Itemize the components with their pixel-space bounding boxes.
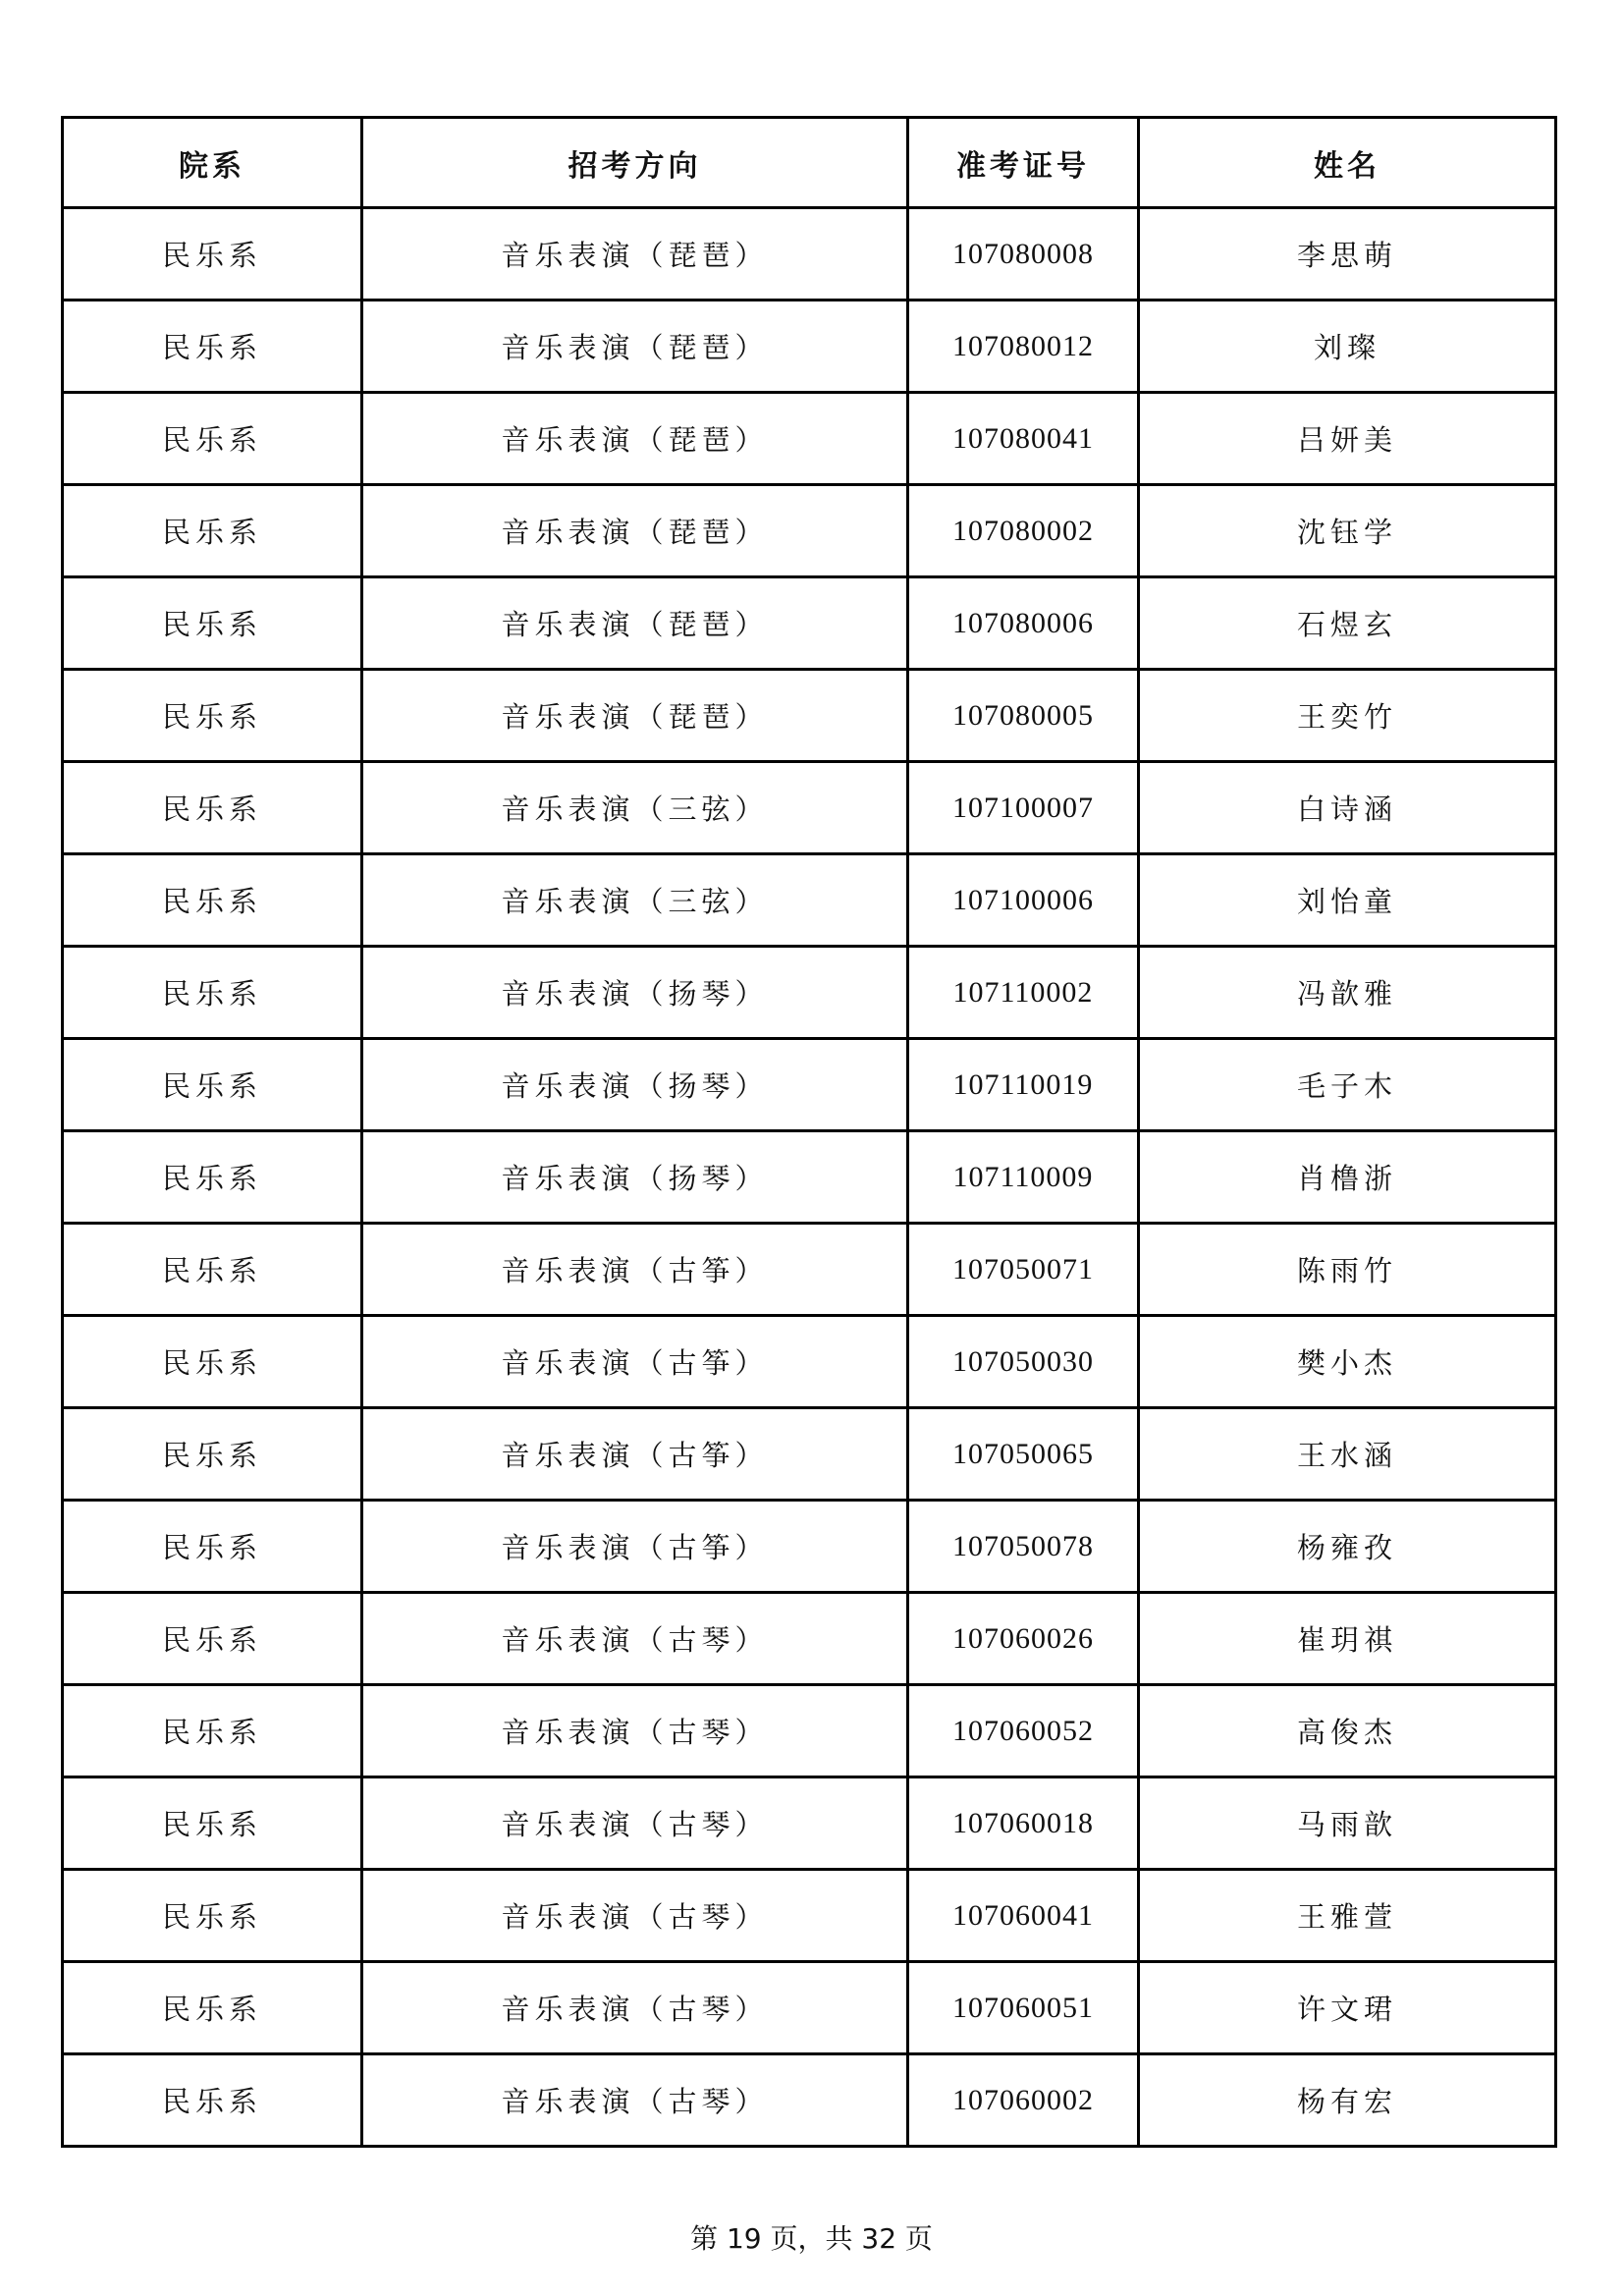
cell-major: 音乐表演（三弦） [362,762,908,854]
table-row [63,485,1556,577]
cell-major: 音乐表演（琵琶） [362,208,908,301]
cell-major: 音乐表演（三弦） [362,854,908,947]
table-row [63,1039,1556,1131]
table-row [63,1685,1556,1777]
cell-major: 音乐表演（古筝） [362,1408,908,1501]
table-row [63,2054,1556,2147]
cell-exam-id: 107060026 [908,1593,1139,1685]
cell-department: 民乐系 [63,1501,362,1593]
table-row [63,301,1556,393]
cell-name: 肖橹浙 [1139,1131,1556,1224]
cell-department: 民乐系 [63,1777,362,1870]
table-row [63,1593,1556,1685]
table-row [63,670,1556,762]
cell-exam-id: 107050071 [908,1224,1139,1316]
cell-department: 民乐系 [63,1870,362,1962]
cell-exam-id: 107110002 [908,947,1139,1039]
cell-name: 王雅萱 [1139,1870,1556,1962]
cell-department: 民乐系 [63,2054,362,2147]
cell-name: 陈雨竹 [1139,1224,1556,1316]
cell-department: 民乐系 [63,393,362,485]
cell-major: 音乐表演（扬琴） [362,947,908,1039]
cell-name: 杨有宏 [1139,2054,1556,2147]
column-header-name: 姓名 [1139,118,1556,208]
cell-department: 民乐系 [63,1962,362,2054]
table-row [63,1501,1556,1593]
cell-name: 白诗涵 [1139,762,1556,854]
table-row [63,1870,1556,1962]
cell-name: 石煜玄 [1139,577,1556,670]
cell-department: 民乐系 [63,854,362,947]
cell-name: 刘怡童 [1139,854,1556,947]
cell-exam-id: 107060018 [908,1777,1139,1870]
table-row [63,1962,1556,2054]
cell-major: 音乐表演（古筝） [362,1224,908,1316]
cell-department: 民乐系 [63,1593,362,1685]
table-row [63,1316,1556,1408]
cell-name: 冯歆雅 [1139,947,1556,1039]
cell-exam-id: 107110019 [908,1039,1139,1131]
table-row [63,854,1556,947]
table-row [63,208,1556,301]
cell-department: 民乐系 [63,1685,362,1777]
cell-department: 民乐系 [63,577,362,670]
cell-major: 音乐表演（琵琶） [362,670,908,762]
cell-exam-id: 107080012 [908,301,1139,393]
cell-major: 音乐表演（古筝） [362,1501,908,1593]
cell-major: 音乐表演（古琴） [362,1870,908,1962]
cell-department: 民乐系 [63,670,362,762]
cell-major: 音乐表演（琵琶） [362,485,908,577]
cell-exam-id: 107050030 [908,1316,1139,1408]
cell-exam-id: 107080008 [908,208,1139,301]
cell-department: 民乐系 [63,301,362,393]
column-header-exam-id: 准考证号 [908,118,1139,208]
cell-name: 毛子木 [1139,1039,1556,1131]
cell-department: 民乐系 [63,1408,362,1501]
cell-major: 音乐表演（扬琴） [362,1039,908,1131]
cell-major: 音乐表演（古琴） [362,1593,908,1685]
cell-major: 音乐表演（古琴） [362,1777,908,1870]
table-row [63,1408,1556,1501]
cell-name: 沈钰学 [1139,485,1556,577]
cell-exam-id: 107060002 [908,2054,1139,2147]
table-row [63,1131,1556,1224]
cell-name: 杨雍孜 [1139,1501,1556,1593]
cell-exam-id: 107080006 [908,577,1139,670]
table-row [63,393,1556,485]
cell-exam-id: 107050065 [908,1408,1139,1501]
cell-major: 音乐表演（琵琶） [362,301,908,393]
column-header-department: 院系 [63,118,362,208]
cell-major: 音乐表演（扬琴） [362,1131,908,1224]
cell-department: 民乐系 [63,208,362,301]
cell-department: 民乐系 [63,1039,362,1131]
table-body [63,208,1556,2147]
admission-roster-table [61,116,1557,2148]
cell-name: 马雨歆 [1139,1777,1556,1870]
cell-name: 吕妍美 [1139,393,1556,485]
cell-name: 许文珺 [1139,1962,1556,2054]
column-header-major: 招考方向 [362,118,908,208]
cell-department: 民乐系 [63,1131,362,1224]
cell-name: 樊小杰 [1139,1316,1556,1408]
cell-major: 音乐表演（古琴） [362,1685,908,1777]
cell-major: 音乐表演（琵琶） [362,393,908,485]
cell-name: 刘璨 [1139,301,1556,393]
cell-department: 民乐系 [63,485,362,577]
cell-major: 音乐表演（古琴） [362,2054,908,2147]
cell-exam-id: 107080005 [908,670,1139,762]
cell-major: 音乐表演（古琴） [362,1962,908,2054]
cell-department: 民乐系 [63,947,362,1039]
table-header-row [63,118,1556,208]
cell-exam-id: 107080041 [908,393,1139,485]
cell-exam-id: 107100007 [908,762,1139,854]
cell-name: 高俊杰 [1139,1685,1556,1777]
cell-exam-id: 107060051 [908,1962,1139,2054]
cell-name: 王奕竹 [1139,670,1556,762]
table-row [63,947,1556,1039]
table-row [63,1777,1556,1870]
cell-exam-id: 107080002 [908,485,1139,577]
cell-department: 民乐系 [63,762,362,854]
page-number-footer: 第 19 页，共 32 页 [690,2222,933,2255]
cell-major: 音乐表演（琵琶） [362,577,908,670]
cell-name: 崔玥祺 [1139,1593,1556,1685]
cell-department: 民乐系 [63,1224,362,1316]
cell-exam-id: 107110009 [908,1131,1139,1224]
cell-exam-id: 107060052 [908,1685,1139,1777]
cell-exam-id: 107060041 [908,1870,1139,1962]
table-row [63,1224,1556,1316]
cell-department: 民乐系 [63,1316,362,1408]
table-row [63,577,1556,670]
table-row [63,762,1556,854]
cell-name: 李思萌 [1139,208,1556,301]
cell-exam-id: 107100006 [908,854,1139,947]
cell-exam-id: 107050078 [908,1501,1139,1593]
cell-name: 王水涵 [1139,1408,1556,1501]
cell-major: 音乐表演（古筝） [362,1316,908,1408]
